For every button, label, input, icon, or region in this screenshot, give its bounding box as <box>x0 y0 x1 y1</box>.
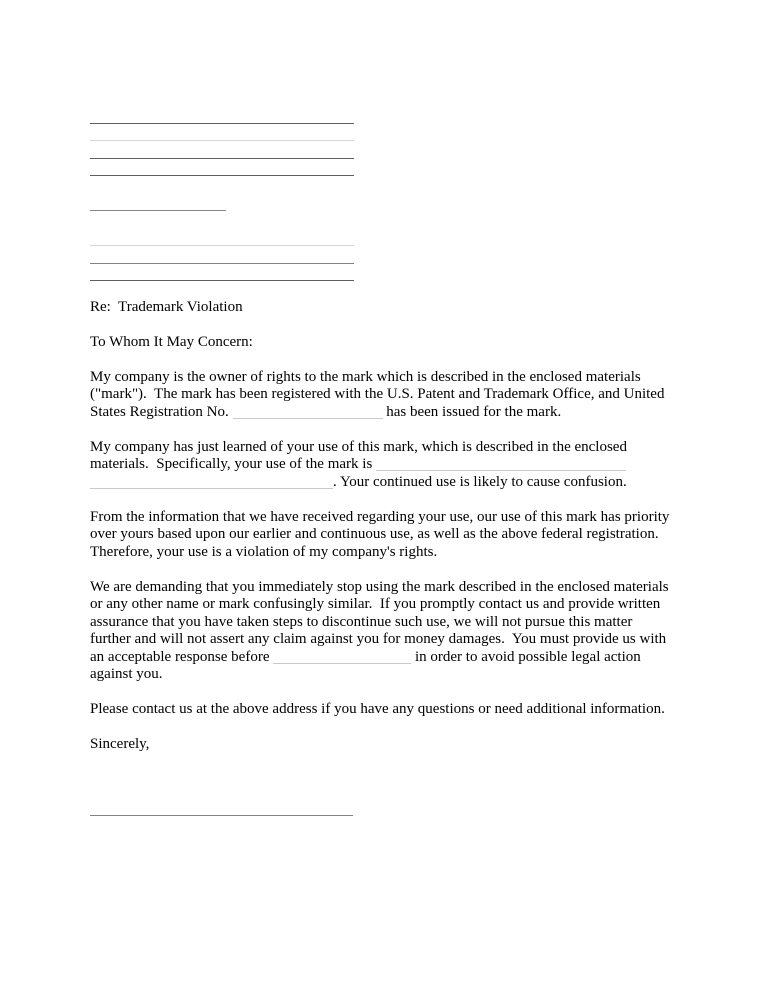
text-segment: over yours based upon our earlier and continuous use, as well as the above federal registration. <box>90 526 659 542</box>
text-segment: Therefore, your use is a violation of my company's rights. <box>90 543 438 560</box>
ruled-blank-line <box>90 141 354 159</box>
text-line <box>90 649 748 667</box>
ruled-blank-line <box>90 194 226 212</box>
fill-in-blank <box>273 650 411 664</box>
text-line <box>90 386 748 404</box>
ruled-blank-line <box>90 246 354 264</box>
paragraph-demand <box>90 579 748 684</box>
paragraph-priority-of-use <box>90 509 748 562</box>
text-line <box>90 439 748 457</box>
ruled-blank-line <box>90 264 354 282</box>
paragraph-infringing-use <box>90 439 748 492</box>
text-segment: States Registration No. <box>90 403 233 420</box>
text-line <box>90 544 748 562</box>
salutation: To Whom It May Concern: <box>90 333 253 350</box>
text-segment: against you. <box>90 666 163 682</box>
text-segment: has been issued for the mark. <box>382 403 562 420</box>
ruled-blank-line <box>90 106 354 124</box>
text-line <box>90 701 748 719</box>
fill-in-blank <box>233 405 383 419</box>
ruled-blank-line <box>90 124 354 142</box>
fill-in-blank <box>376 457 626 471</box>
text-segment: We are demanding that you immediately stop using the mark described in the enclosed materials <box>90 578 669 595</box>
text-segment: in order to avoid possible legal action <box>411 648 641 665</box>
text-segment: My company is the owner of rights to the mark which is described in the enclosed materials <box>90 368 641 385</box>
text-segment: assurance that you have taken steps to discontinue such use, we will not pursue this matter <box>90 613 633 630</box>
paragraph-mark-ownership <box>90 369 748 422</box>
text-segment: From the information that we have received regarding your use, our use of this mark has priority <box>90 508 670 525</box>
recipient-address-block <box>90 229 748 282</box>
date-line-block <box>90 194 748 212</box>
text-line <box>90 509 748 527</box>
text-segment: materials. Specifically, your use of the mark is <box>90 456 377 472</box>
text-segment: ("mark"). The mark has been registered with the U.S. Patent and Trademark Office, and United <box>90 386 665 402</box>
paragraph-contact <box>90 701 748 719</box>
text-line <box>90 596 748 614</box>
ruled-blank-line <box>90 799 353 817</box>
text-line <box>90 579 748 597</box>
text-segment: My company has just learned of your use of this mark, which is described in the enclosed <box>90 438 627 455</box>
signature-line-block <box>90 799 748 817</box>
subject-line: Re: Trademark Violation <box>90 298 243 315</box>
text-line <box>90 369 748 387</box>
text-line <box>90 526 748 544</box>
text-line <box>90 456 748 474</box>
text-line <box>90 404 748 422</box>
text-line <box>90 631 748 649</box>
text-segment: . Your continued use is likely to cause confusion. <box>333 473 627 490</box>
text-segment: an acceptable response before <box>90 648 274 665</box>
text-line <box>90 614 748 632</box>
sender-address-block <box>90 106 748 176</box>
ruled-blank-line <box>90 159 354 177</box>
text-segment: or any other name or mark confusingly similar. If you promptly contact us and provide written <box>90 596 661 612</box>
text-line <box>90 666 748 684</box>
ruled-blank-line <box>90 229 354 247</box>
closing: Sincerely, <box>90 736 150 752</box>
text-segment: Please contact us at the above address if you have any questions or need additional information. <box>90 701 665 717</box>
fill-in-blank <box>90 475 333 489</box>
text-line <box>90 474 748 492</box>
text-segment: further and will not assert any claim against you for money damages. You must provide us with <box>90 631 667 647</box>
